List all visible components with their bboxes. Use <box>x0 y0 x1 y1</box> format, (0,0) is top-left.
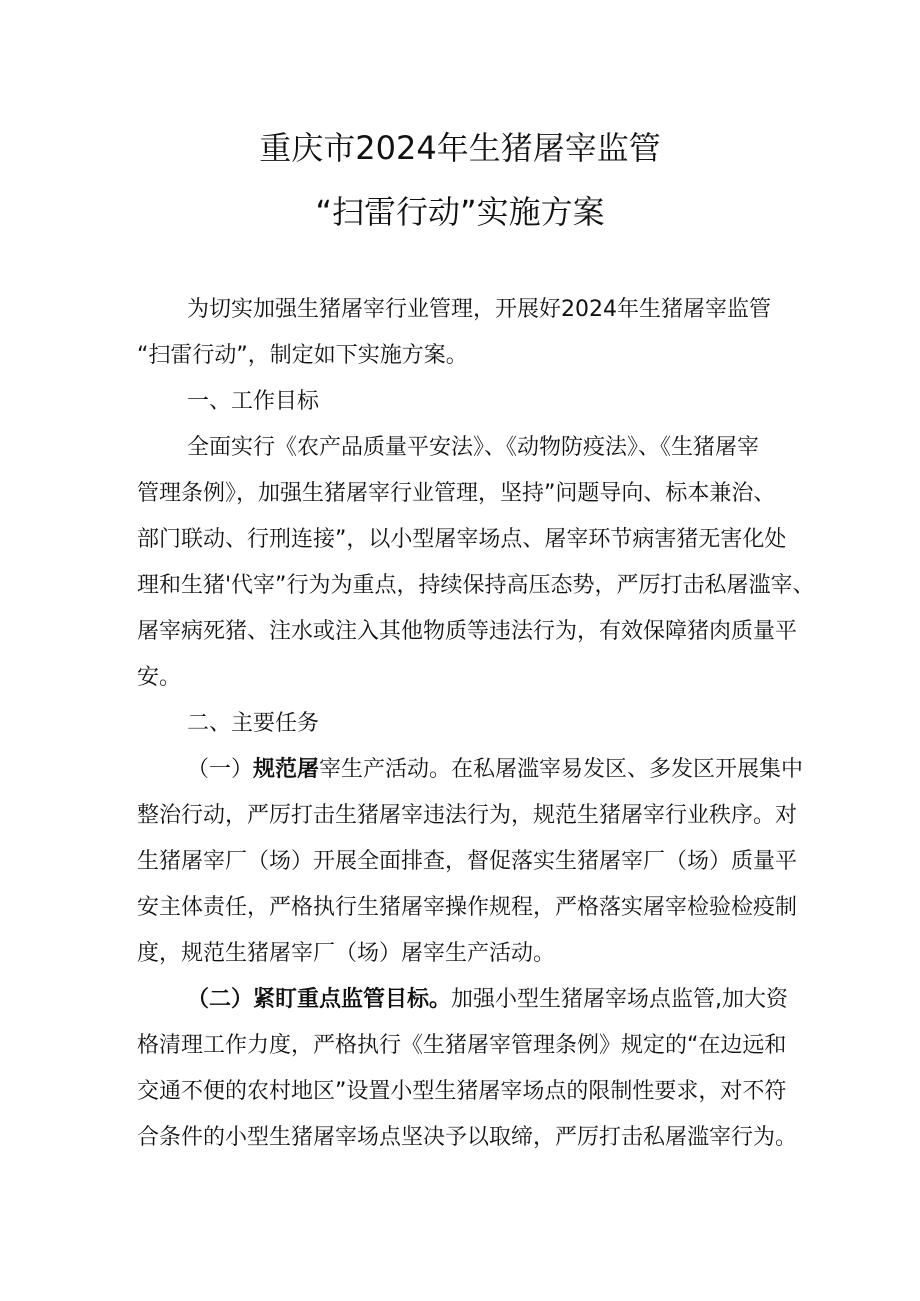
item2-line-4: 合条件的小型生猪屠宰场点坚决予以取缔，严厉打击私屠滥宰行为。 <box>137 1125 798 1150</box>
document-title-line1: 重庆市2024年生猪屠宰监管 <box>259 129 661 167</box>
item1-line-4: 安主体责任，严格执行生猪屠宰操作规程，严格落实屠宰检验检疫制 <box>137 895 798 920</box>
item1-first-line <box>187 754 803 786</box>
section1-line-6: 安。 <box>137 665 182 690</box>
item1-line-5: 度，规范生猪屠宰厂（场）屠宰生产活动。 <box>137 941 556 966</box>
item2-line-2: 格清理工作力度，严格执行《生猪屠宰管理条例》规定的“在边远和 <box>137 1033 787 1058</box>
item1-label: （一） <box>187 757 254 782</box>
document-title-line2: “扫雷行动”实施方案 <box>315 193 605 231</box>
section1-line-4: 理和生猪'代宰”行为为重点，持续保持高压态势，严厉打击私屠滥宰、 <box>137 573 815 598</box>
intro-line-1: 为切实加强生猪屠宰行业管理，开展好2024年生猪屠宰监管 <box>187 297 771 322</box>
item2-bold-title: （二）紧盯重点监管目标。 <box>187 987 452 1012</box>
section1-line-3: 部门联动、行刑连接”，以小型屠宰场点、屠宰环节病害猪无害化处 <box>137 527 787 552</box>
section1-line-2: 管理条例》，加强生猪屠宰行业管理，坚持”问题导向、标本兼治、 <box>137 481 776 506</box>
item1-line-3: 生猪屠宰厂（场）开展全面排查，督促落实生猪屠宰厂（场）质量平 <box>137 849 798 874</box>
section2-heading: 二、主要任务 <box>187 711 320 736</box>
section1-heading: 一、工作目标 <box>187 389 320 414</box>
item2-line-3: 交通不便的农村地区”设置小型生猪屠宰场点的限制性要求，对不符 <box>137 1079 787 1104</box>
item2-first-rest: 加强小型生猪屠宰场点监管,加大资 <box>451 987 789 1012</box>
item1-line-2: 整治行动，严厉打击生猪屠宰违法行为，规范生猪屠宰行业秩序。对 <box>137 803 798 828</box>
section1-line-5: 屠宰病死猪、注水或注入其他物质等违法行为，有效保障猪肉质量平 <box>137 619 798 644</box>
item1-bold-title: 规范屠 <box>253 757 320 782</box>
item1-first-rest: 宰生产活动。在私屠滥宰易发区、多发区开展集中 <box>319 757 804 782</box>
item2-first-line <box>187 984 788 1016</box>
section1-line-1: 全面实行《农产品质量平安法》、《动物防疫法》、《生猪屠宰 <box>187 435 760 460</box>
intro-line-2: “扫雷行动”，制定如下实施方案。 <box>137 343 468 368</box>
